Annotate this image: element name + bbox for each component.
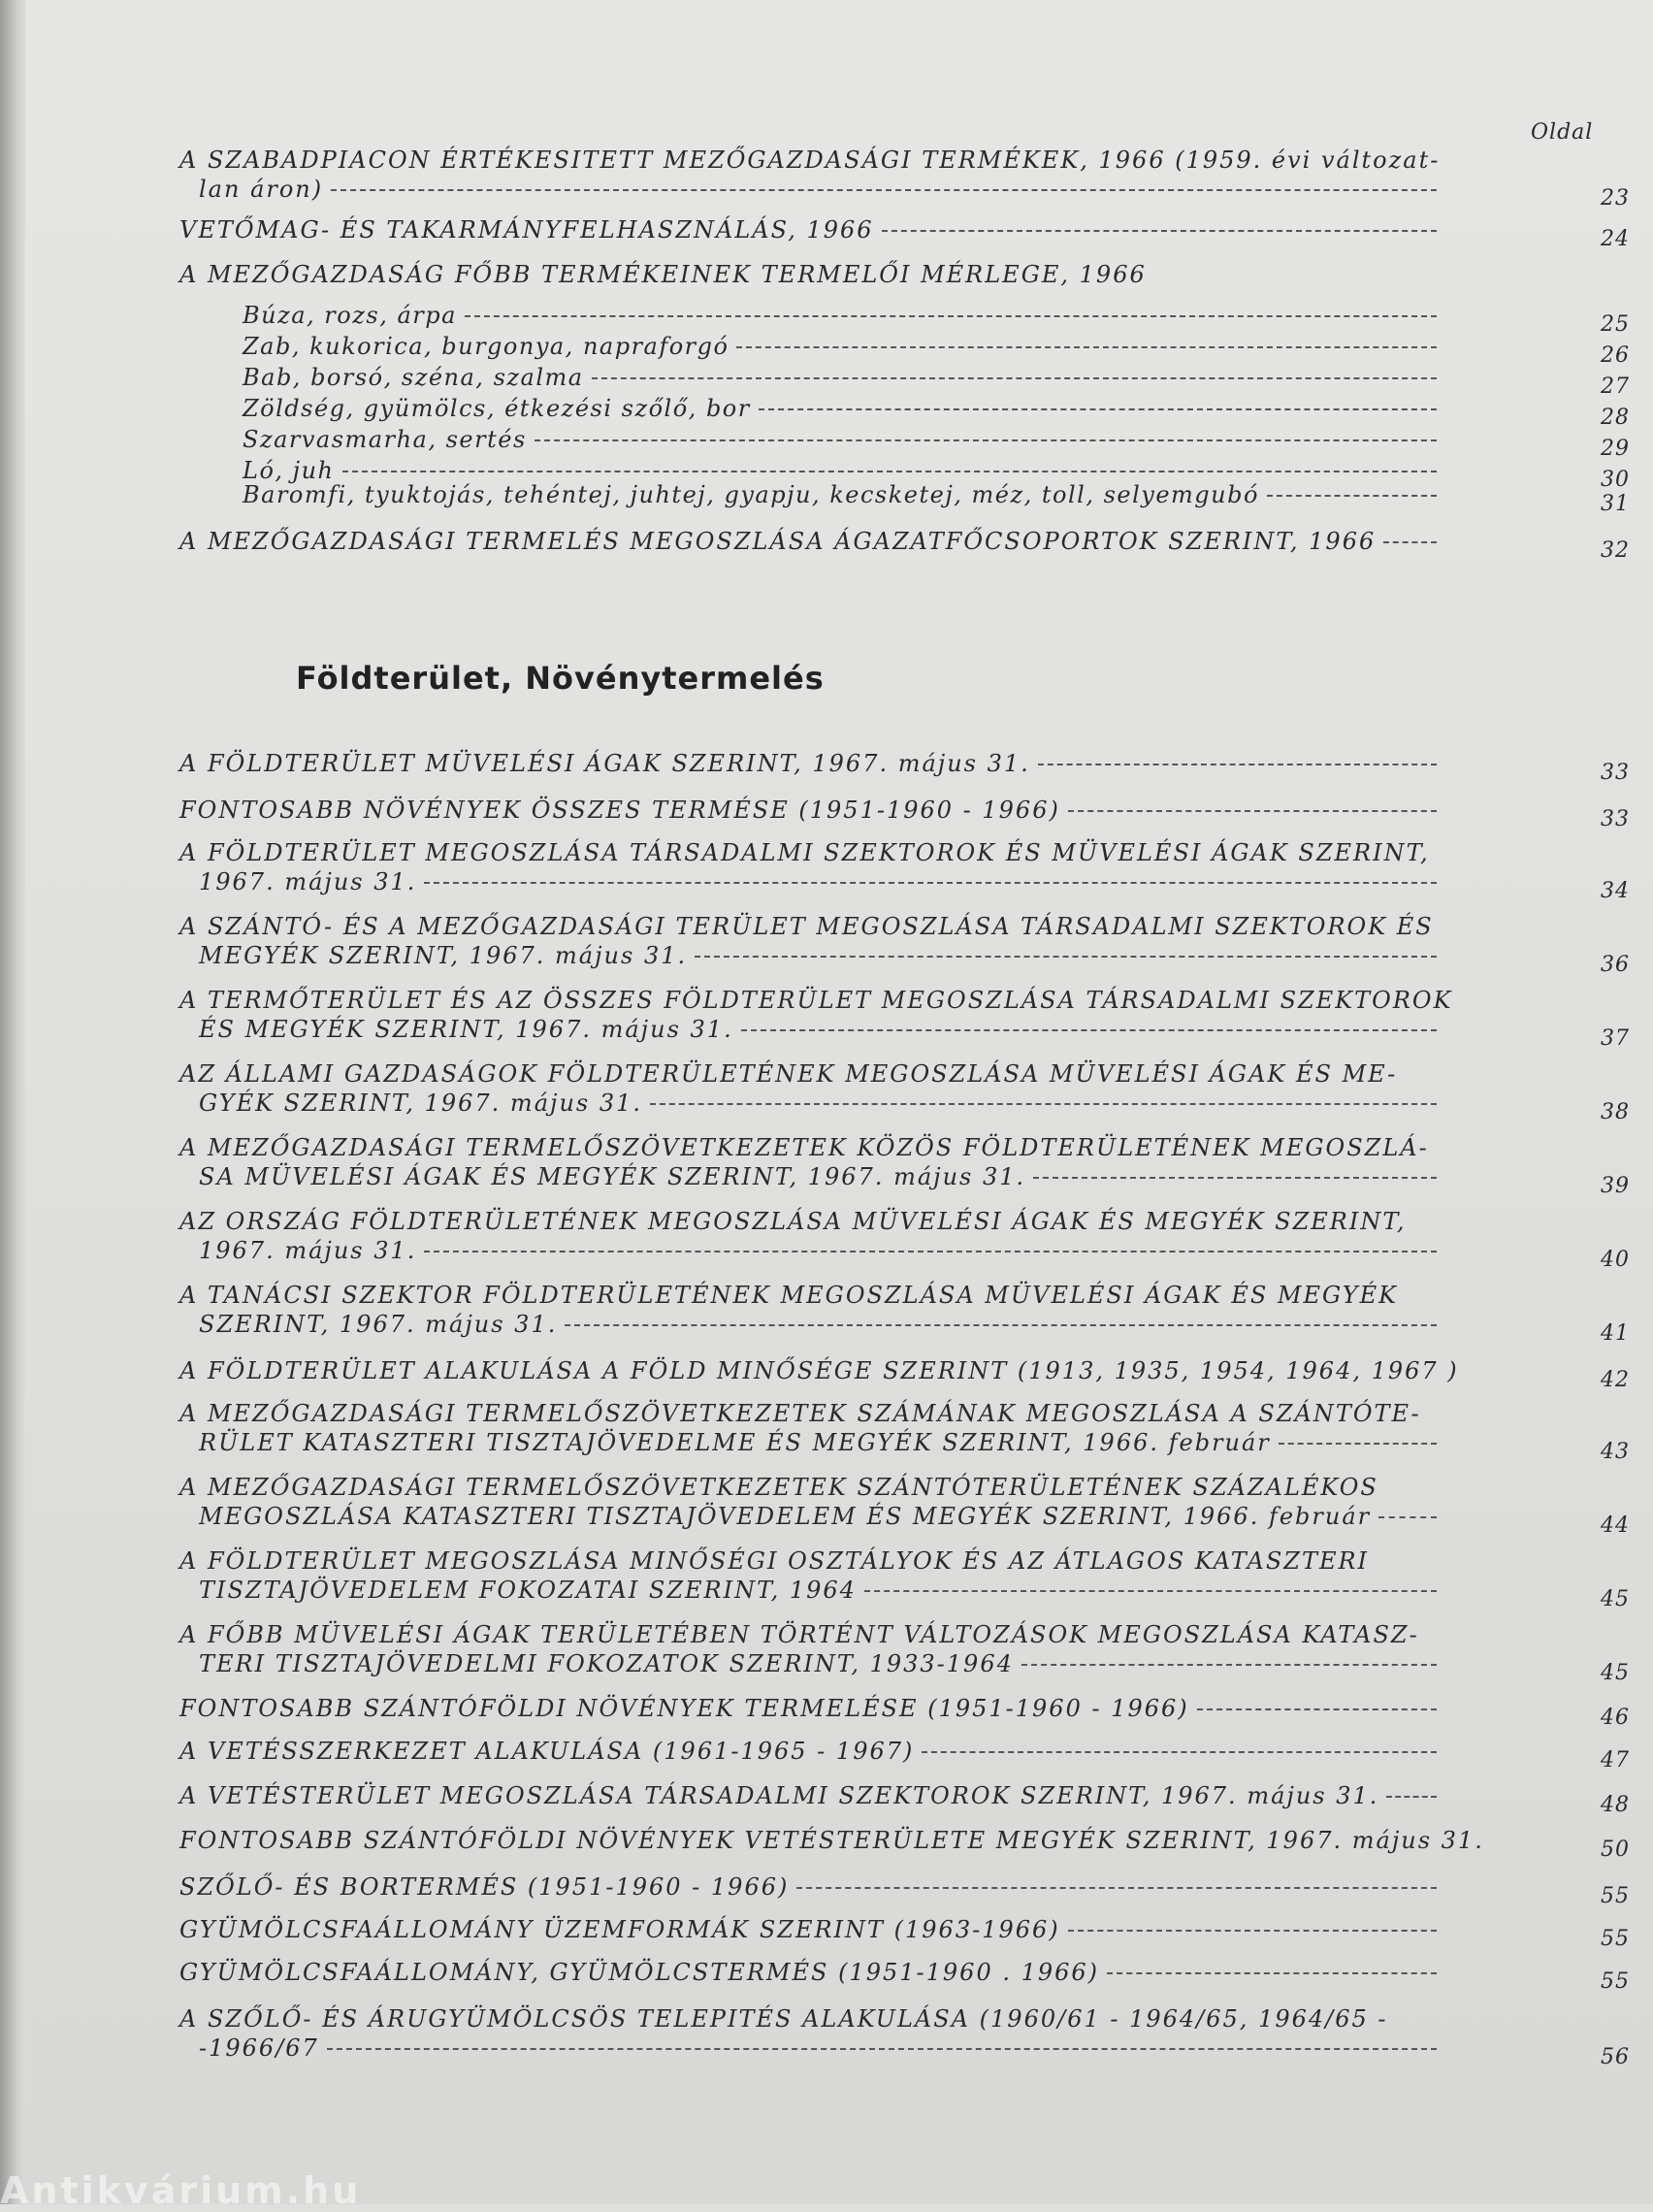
toc-entry-text: A MEZŐGAZDASÁGI TERMELŐSZÖVETKEZETEK KÖZÖS FÖLDTERÜLETÉNEK MEGOSZLÁ- — [179, 1134, 1429, 1161]
toc-entry — [179, 1915, 1441, 1944]
toc-page-number: 30 — [1601, 468, 1630, 492]
leader-dots — [342, 471, 1438, 472]
toc-entry — [179, 1133, 1441, 1191]
toc-entry-text: 1967. május 31. — [199, 868, 417, 895]
toc-entry — [179, 986, 1453, 1044]
leader-dots — [1386, 1796, 1437, 1798]
toc-entry — [179, 1737, 1441, 1766]
toc-entry — [179, 1399, 1441, 1457]
leader-dots — [736, 346, 1437, 348]
leader-dots — [1279, 1443, 1437, 1445]
toc-entry-text: AZ ORSZÁG FÖLDTERÜLETÉNEK MEGOSZLÁSA MÜVELÉSI ÁGAK ÉS MEGYÉK SZERINT, — [179, 1208, 1407, 1235]
toc-entry-text: lan áron) — [199, 176, 324, 203]
leader-dots — [592, 377, 1437, 379]
leader-dots — [1107, 1972, 1437, 1974]
toc-entry-text: Bab, borsó, széna, szalma — [243, 364, 584, 391]
toc-page-number: 41 — [1601, 1321, 1630, 1346]
toc-page-number: 43 — [1601, 1440, 1630, 1464]
leader-dots — [695, 956, 1437, 958]
toc-page-number: 40 — [1601, 1248, 1630, 1272]
leader-dots — [535, 439, 1437, 441]
toc-entry-text: TERI TISZTAJÖVEDELMI FOKOZATOK SZERINT, 1933-1964 — [199, 1650, 1014, 1677]
leader-dots — [327, 2048, 1437, 2050]
leader-dots — [741, 1029, 1437, 1031]
toc-entry — [179, 2004, 1441, 2063]
toc-entry-text: A FÖLDTERÜLET ALAKULÁSA A FÖLD MINŐSÉGE SZERINT (1913, 1935, 1954, 1964, 1967 ) — [179, 1357, 1459, 1384]
leader-dots — [424, 882, 1437, 884]
toc-entry — [179, 838, 1441, 896]
leader-dots — [331, 189, 1437, 191]
toc-entry — [179, 1826, 1484, 1855]
toc-entry-text: TISZTAJÖVEDELEM FOKOZATAI SZERINT, 1964 — [199, 1577, 857, 1604]
toc-entry-text: A TERMŐTERÜLET ÉS AZ ÖSSZES FÖLDTERÜLET MEGOSZLÁSA TÁRSADALMI SZEKTOROK — [179, 987, 1453, 1014]
leader-dots — [1068, 1930, 1437, 1932]
toc-entry-text: GYÜMÖLCSFAÁLLOMÁNY, GYÜMÖLCSTERMÉS (1951-1960 . 1966) — [179, 1959, 1100, 1986]
toc-entry-text: SZERINT, 1967. május 31. — [199, 1311, 558, 1338]
leader-dots — [1383, 541, 1437, 543]
page-binding-edge — [0, 0, 25, 2204]
toc-entry-text: Szarvasmarha, sertés — [243, 426, 527, 453]
toc-page-number: 24 — [1601, 227, 1630, 251]
toc-subentry — [243, 394, 1441, 423]
toc-entry-text: A MEZŐGAZDASÁGI TERMELÉS MEGOSZLÁSA ÁGAZATFŐCSOPORTOK SZERINT, 1966 — [179, 528, 1377, 555]
toc-page-number: 44 — [1601, 1513, 1630, 1538]
toc-entry-text: A VETÉSTERÜLET MEGOSZLÁSA TÁRSADALMI SZEKTOROK SZERINT, 1967. május 31. — [179, 1782, 1379, 1809]
toc-page-number: 37 — [1601, 1026, 1630, 1051]
toc-page-number: 34 — [1601, 879, 1630, 903]
toc-entry — [179, 1207, 1441, 1265]
leader-dots — [1021, 1664, 1437, 1666]
toc-entry — [179, 527, 1441, 556]
toc-entry — [179, 1872, 1441, 1902]
toc-entry-text: A SZŐLŐ- ÉS ÁRUGYÜMÖLCSÖS TELEPITÉS ALAKULÁSA (1960/61 - 1964/65, 1964/65 - — [179, 2005, 1388, 2033]
toc-page-number: 39 — [1601, 1174, 1630, 1198]
toc-page-number: 55 — [1601, 1969, 1630, 1994]
toc-subentry — [243, 363, 1441, 392]
toc-page-number: 55 — [1601, 1927, 1630, 1951]
toc-entry-text: SA MÜVELÉSI ÁGAK ÉS MEGYÉK SZERINT, 1967. május 31. — [199, 1163, 1026, 1190]
leader-dots — [922, 1751, 1437, 1753]
toc-entry-text: AZ ÁLLAMI GAZDASÁGOK FÖLDTERÜLETÉNEK MEGOSZLÁSA MÜVELÉSI ÁGAK ÉS ME- — [179, 1060, 1398, 1088]
leader-dots — [882, 230, 1437, 232]
leader-dots — [650, 1103, 1437, 1105]
toc-entry-text: FONTOSABB NÖVÉNYEK ÖSSZES TERMÉSE (1951-1960 - 1966) — [179, 797, 1060, 824]
toc-subentry — [243, 480, 1441, 509]
toc-page-number: 23 — [1601, 186, 1630, 211]
toc-entry — [179, 796, 1441, 825]
toc-subentry — [243, 425, 1441, 454]
toc-entry — [179, 1546, 1441, 1605]
toc-entry-text: FONTOSABB SZÁNTÓFÖLDI NÖVÉNYEK VETÉSTERÜLETE MEGYÉK SZERINT, 1967. május 31. — [179, 1827, 1484, 1854]
leader-dots — [1033, 1177, 1437, 1179]
toc-entry-text: VETŐMAG- ÉS TAKARMÁNYFELHASZNÁLÁS, 1966 — [179, 216, 874, 244]
leader-dots — [1378, 1516, 1437, 1518]
toc-page-number: 55 — [1601, 1884, 1630, 1908]
toc-entry — [179, 1781, 1441, 1810]
leader-dots — [1068, 810, 1437, 812]
toc-entry-text: A FÖLDTERÜLET MEGOSZLÁSA MINŐSÉGI OSZTÁLYOK ÉS AZ ÁTLAGOS KATASZTERI — [179, 1547, 1370, 1575]
toc-page-number: 26 — [1601, 343, 1630, 368]
toc-entry — [179, 1356, 1459, 1385]
toc-entry — [179, 1281, 1441, 1339]
leader-dots — [759, 408, 1437, 410]
toc-entry — [179, 260, 1441, 289]
toc-entry — [179, 1473, 1441, 1531]
leader-dots — [565, 1324, 1437, 1326]
toc-entry-text: Ló, juh — [243, 457, 335, 484]
toc-page-number: 28 — [1601, 406, 1630, 430]
page-column-label: Oldal — [1531, 120, 1594, 145]
toc-page-number: 25 — [1601, 312, 1630, 337]
toc-entry-text: SZŐLŐ- ÉS BORTERMÉS (1951-1960 - 1966) — [179, 1873, 790, 1901]
toc-page-number: 31 — [1601, 492, 1630, 516]
toc-entry — [179, 1059, 1441, 1118]
leader-dots — [1197, 1708, 1437, 1710]
toc-subentry — [243, 332, 1441, 361]
toc-entry-text: FONTOSABB SZÁNTÓFÖLDI NÖVÉNYEK TERMELÉSE (1951-1960 - 1966) — [179, 1695, 1189, 1722]
toc-page-number: 42 — [1601, 1368, 1630, 1392]
toc-subentry — [243, 301, 1441, 330]
toc-entry-text: A MEZŐGAZDASÁG FŐBB TERMÉKEINEK TERMELŐI MÉRLEGE, 1966 — [179, 261, 1147, 288]
toc-page-number: 48 — [1601, 1793, 1630, 1817]
toc-page-number: 38 — [1601, 1100, 1630, 1124]
toc-entry-text: -1966/67 — [199, 2034, 319, 2062]
toc-entry — [179, 912, 1441, 970]
toc-entry-text: MEGOSZLÁSA KATASZTERI TISZTAJÖVEDELEM ÉS MEGYÉK SZERINT, 1966. február — [199, 1503, 1372, 1530]
toc-page-number: 46 — [1601, 1706, 1630, 1730]
toc-entry — [179, 146, 1441, 204]
leader-dots — [796, 1887, 1437, 1889]
toc-entry-text: A SZÁNTÓ- ÉS A MEZŐGAZDASÁGI TERÜLET MEGOSZLÁSA TÁRSADALMI SZEKTOROK ÉS — [179, 913, 1434, 940]
toc-entry-text: A MEZŐGAZDASÁGI TERMELŐSZÖVETKEZETEK SZÁNTÓTERÜLETÉNEK SZÁZALÉKOS — [179, 1474, 1378, 1501]
toc-entry — [179, 1958, 1441, 1987]
toc-entry-text: 1967. május 31. — [199, 1237, 417, 1264]
toc-entry-text: Baromfi, tyuktojás, tehéntej, juhtej, gyapju, kecsketej, méz, toll, selyemgubó — [243, 481, 1259, 508]
toc-page-number: 50 — [1601, 1838, 1630, 1862]
toc-entry-text: A FÖLDTERÜLET MEGOSZLÁSA TÁRSADALMI SZEKTOROK ÉS MÜVELÉSI ÁGAK SZERINT, — [179, 839, 1430, 866]
leader-dots — [1038, 764, 1437, 765]
leader-dots — [424, 1251, 1437, 1252]
toc-entry-text: A FŐBB MÜVELÉSI ÁGAK TERÜLETÉBEN TÖRTÉNT VÁLTOZÁSOK MEGOSZLÁSA KATASZ- — [179, 1621, 1419, 1648]
toc-page-number: 36 — [1601, 953, 1630, 977]
toc-page-number: 33 — [1601, 761, 1630, 785]
toc-entry — [179, 1694, 1441, 1723]
toc-entry-text: MEGYÉK SZERINT, 1967. május 31. — [199, 942, 688, 969]
toc-entry-text: GYÜMÖLCSFAÁLLOMÁNY ÜZEMFORMÁK SZERINT (1963-1966) — [179, 1916, 1060, 1943]
toc-page-number: 27 — [1601, 374, 1630, 399]
toc-entry-text: ÉS MEGYÉK SZERINT, 1967. május 31. — [199, 1016, 733, 1043]
toc-page-number: 33 — [1601, 807, 1630, 831]
toc-entry-text: A FÖLDTERÜLET MÜVELÉSI ÁGAK SZERINT, 1967. május 31. — [179, 750, 1030, 777]
toc-page-number: 32 — [1601, 538, 1630, 563]
toc-entry-text: RÜLET KATASZTERI TISZTAJÖVEDELME ÉS MEGYÉK SZERINT, 1966. február — [199, 1429, 1271, 1456]
toc-entry-text: A SZABADPIACON ÉRTÉKESITETT MEZŐGAZDASÁGI TERMÉKEK, 1966 (1959. évi változat- — [179, 146, 1441, 174]
toc-page-number: 45 — [1601, 1587, 1630, 1611]
leader-dots — [465, 315, 1437, 317]
watermark: Antikvárium.hu — [0, 2169, 362, 2212]
toc-entry — [179, 749, 1441, 778]
toc-entry-text: Zöldség, gyümölcs, étkezési szőlő, bor — [243, 395, 751, 422]
leader-dots — [864, 1590, 1437, 1592]
toc-page-number: 45 — [1601, 1661, 1630, 1685]
toc-entry-text: Zab, kukorica, burgonya, napraforgó — [243, 333, 729, 360]
toc-entry — [179, 215, 1441, 244]
toc-entry-text: Búza, rozs, árpa — [243, 302, 457, 329]
toc-entry-text: A MEZŐGAZDASÁGI TERMELŐSZÖVETKEZETEK SZÁMÁNAK MEGOSZLÁSA A SZÁNTÓTE- — [179, 1400, 1421, 1427]
toc-entry-text: GYÉK SZERINT, 1967. május 31. — [199, 1090, 643, 1117]
leader-dots — [1267, 495, 1437, 497]
toc-page-number: 29 — [1601, 437, 1630, 461]
toc-page-number: 47 — [1601, 1748, 1630, 1773]
toc-page-number: 56 — [1601, 2045, 1630, 2069]
section-title: Földterület, Növénytermelés — [296, 660, 825, 697]
toc-entry — [179, 1620, 1441, 1678]
toc-entry-text: A TANÁCSI SZEKTOR FÖLDTERÜLETÉNEK MEGOSZLÁSA MÜVELÉSI ÁGAK ÉS MEGYÉK — [179, 1282, 1399, 1309]
toc-entry-text: A VETÉSSZERKEZET ALAKULÁSA (1961-1965 - 1967) — [179, 1738, 915, 1765]
